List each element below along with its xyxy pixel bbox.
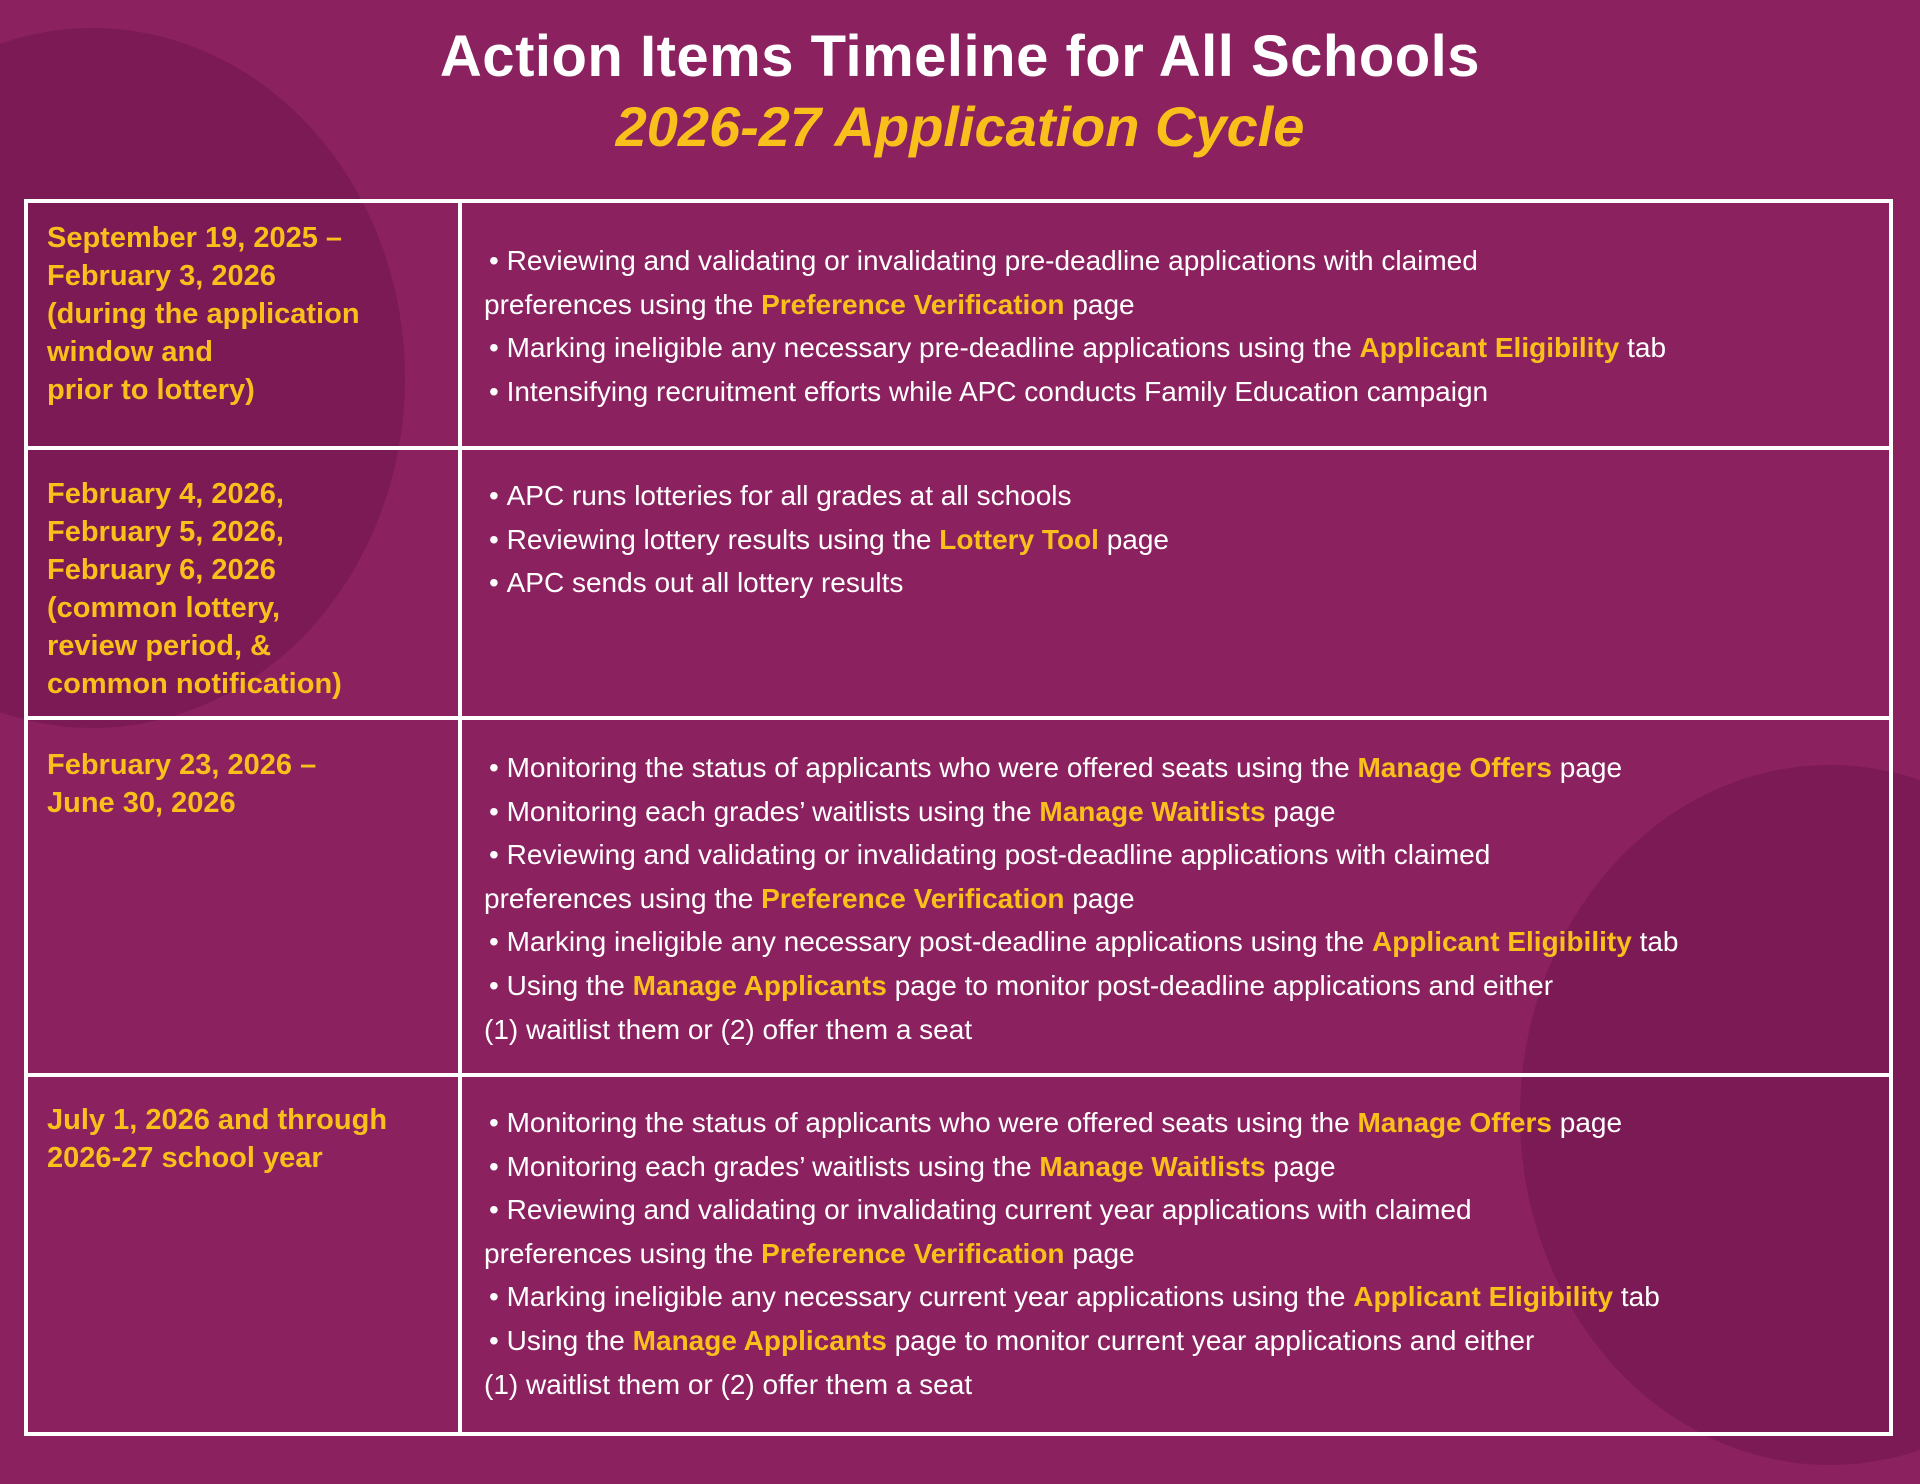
date-range: February 4, 2026, February 5, 2026, February 6, 2026 (common lottery, review period, & common notification) [47, 478, 342, 700]
action-item: • APC sends out all lottery results [489, 561, 1877, 605]
action-item: • Reviewing and validating or invalidating post-deadline applications with claimed preferences using the Preference Verification page [489, 833, 1877, 920]
page-reference: Manage Applicants [632, 969, 887, 1001]
action-item: • Reviewing and validating or invalidating current year applications with claimed preferences using the Preference Verification page [489, 1188, 1877, 1275]
page-reference: Manage Offers [1357, 1107, 1552, 1138]
timeline-row [26, 448, 1891, 718]
action-list [462, 203, 1889, 413]
page-reference: Manage Applicants [632, 1324, 887, 1356]
action-item: • Monitoring each grades’ waitlists using the Manage Waitlists page [489, 790, 1877, 834]
action-item: • Marking ineligible any necessary current year applications using the Applicant Eligibility tab [489, 1275, 1877, 1319]
action-item: • Monitoring the status of applicants who were offered seats using the Manage Offers page [489, 1101, 1877, 1145]
action-item: • Marking ineligible any necessary post-deadline applications using the Applicant Eligibility tab [489, 920, 1877, 964]
date-range: September 19, 2025 – February 3, 2026 (during the application window and prior to lottery) [47, 222, 360, 406]
action-item: • Using the Manage Applicants page to monitor post-deadline applications and either (1) waitlist them or (2) offer them a seat [489, 964, 1877, 1051]
page-subtitle: 2026-27 Application Cycle [615, 95, 1305, 158]
action-item: • Using the Manage Applicants page to monitor current year applications and either (1) waitlist them or (2) offer them a seat [489, 1319, 1877, 1406]
header [0, 22, 1920, 162]
page-reference: Lottery Tool [939, 523, 1099, 555]
date-cell [26, 718, 460, 1075]
date-cell [26, 201, 460, 448]
timeline-row [26, 201, 1891, 448]
timeline-table [24, 199, 1893, 1436]
action-item: • Marking ineligible any necessary pre-deadline applications using the Applicant Eligibility tab [489, 326, 1877, 370]
page-reference: Preference Verification [761, 882, 1065, 914]
action-list [462, 450, 1889, 605]
page-reference: Preference Verification [761, 288, 1065, 320]
actions-cell [460, 448, 1891, 718]
date-range: July 1, 2026 and through 2026-27 school year [47, 1104, 388, 1174]
actions-cell [460, 1075, 1891, 1434]
actions-cell [460, 718, 1891, 1075]
page-reference: Manage Waitlists [1039, 1150, 1266, 1182]
page-title: Action Items Timeline for All Schools [439, 24, 1481, 89]
page-reference: Manage Waitlists [1039, 795, 1266, 827]
page-reference: Preference Verification [761, 1237, 1065, 1269]
action-item: • APC runs lotteries for all grades at all schools [489, 474, 1877, 518]
date-range: February 23, 2026 – June 30, 2026 [47, 749, 317, 819]
page-reference: Applicant Eligibility [1359, 332, 1620, 364]
page-reference: Manage Offers [1357, 752, 1552, 783]
action-item: • Reviewing and validating or invalidating pre-deadline applications with claimed preferences using the Preference Verification page [489, 239, 1877, 326]
action-item: • Monitoring the status of applicants who were offered seats using the Manage Offers page [489, 746, 1877, 790]
action-item: • Reviewing lottery results using the Lottery Tool page [489, 518, 1877, 562]
page-reference: Applicant Eligibility [1353, 1281, 1614, 1313]
action-list [462, 1077, 1889, 1406]
actions-cell [460, 201, 1891, 448]
timeline-row [26, 718, 1891, 1075]
date-cell [26, 1075, 460, 1434]
action-item: • Intensifying recruitment efforts while APC conducts Family Education campaign [489, 370, 1877, 414]
action-list [462, 720, 1889, 1051]
page-reference: Applicant Eligibility [1372, 926, 1632, 958]
action-item: • Monitoring each grades’ waitlists using the Manage Waitlists page [489, 1145, 1877, 1189]
date-cell [26, 448, 460, 718]
timeline-row [26, 1075, 1891, 1434]
